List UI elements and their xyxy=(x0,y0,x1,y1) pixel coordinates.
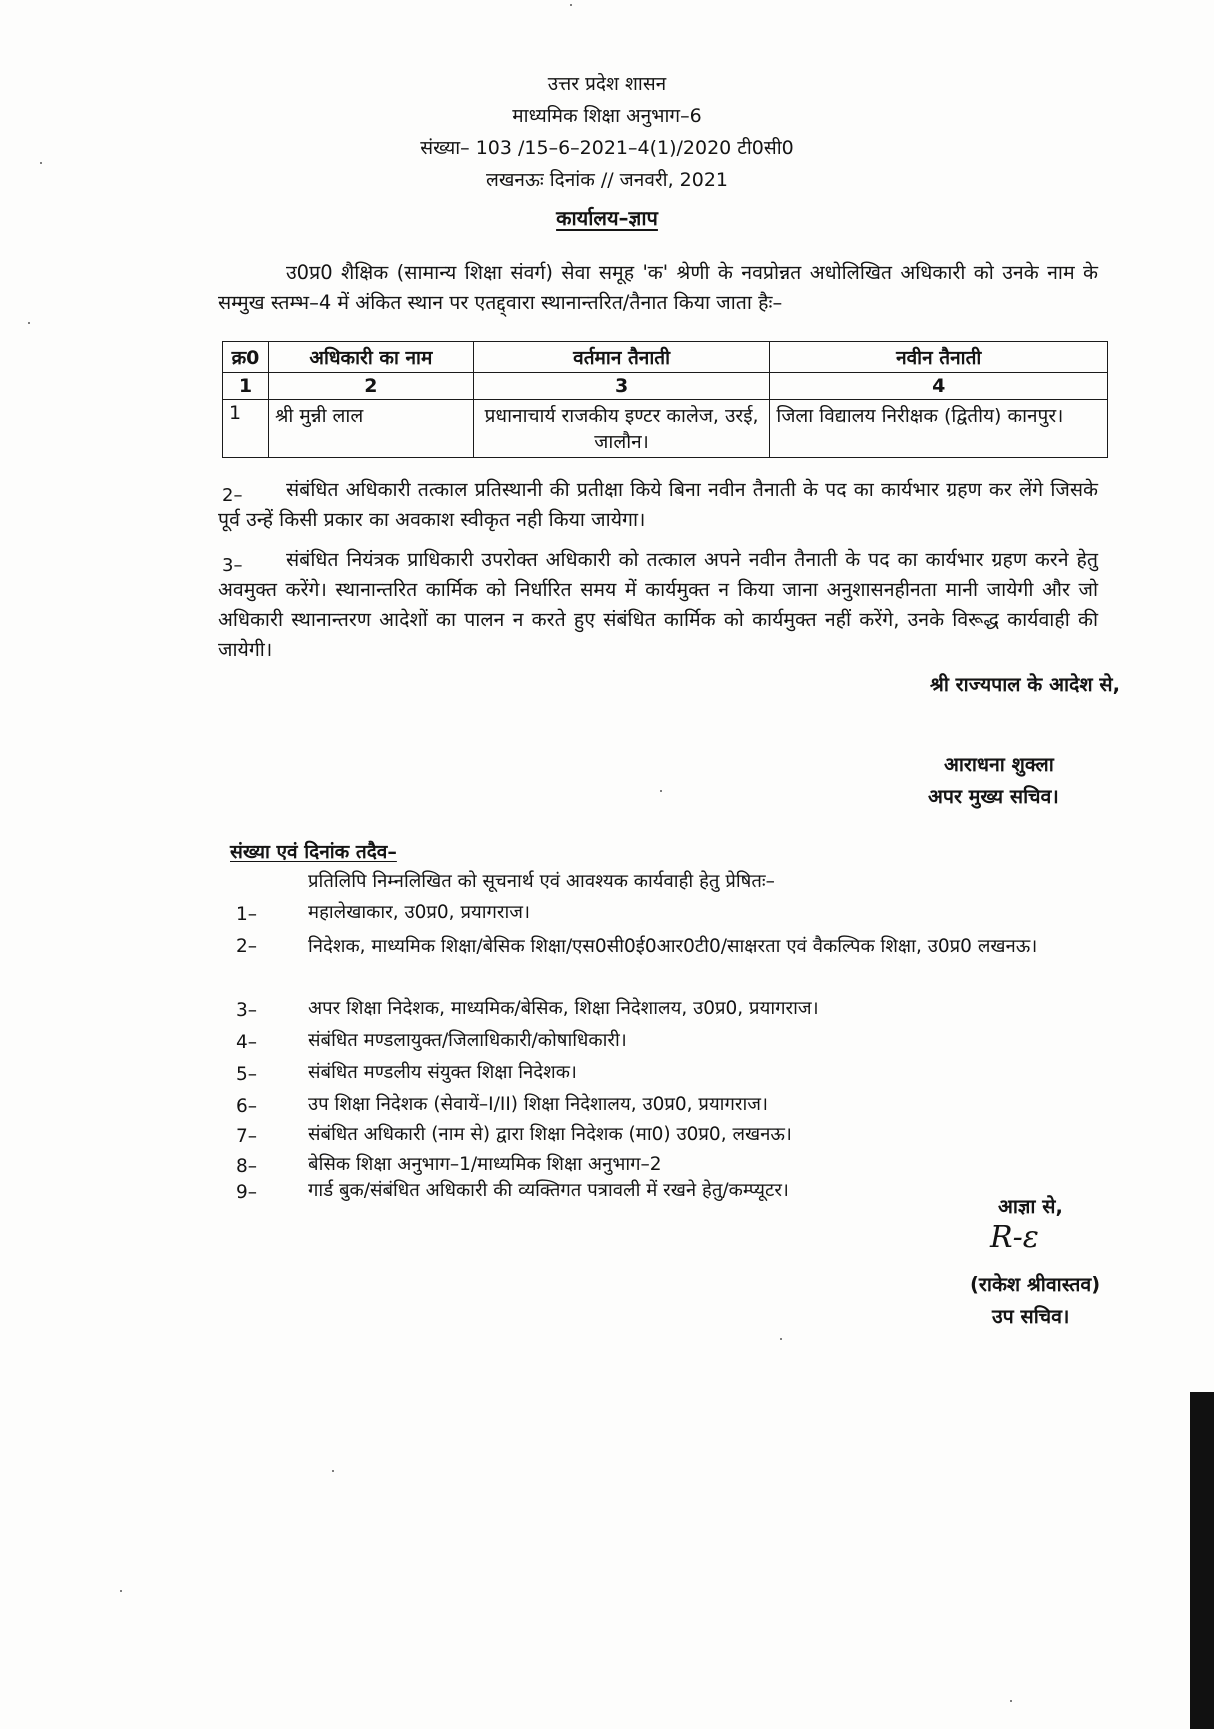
serial-number: 1 xyxy=(223,400,269,458)
scan-speck xyxy=(660,790,662,792)
scan-speck xyxy=(40,162,42,164)
column-number-row xyxy=(223,373,1108,400)
copy-item-text: संबंधित अधिकारी (नाम से) द्वारा शिक्षा निदेशक (मा0) उ0प्र0, लखनऊ। xyxy=(308,1124,792,1145)
column-number: 3 xyxy=(473,373,770,400)
signatory-designation: अपर मुख्य सचिव। xyxy=(928,785,1059,808)
department-name: माध्यमिक शिक्षा अनुभाग–6 xyxy=(512,105,702,127)
paragraph-text: संबंधित नियंत्रक प्राधिकारी उपरोक्त अधिकारी को तत्काल अपने नवीन तैनाती के पद का कार्यभार ग्रहण करने हेतु अवमुक्त करेंगे। स्थानान्तरित कार्मिक को निर्धारित समय में कार्यमुक्त न किया जाना अनुशासनहीनता मानी जायेगी और जो अधिकारी स्थानान्तरण आदेशों का पालन न करते हुए संबंधित कार्मिक को कार्यमुक्त नहीं करेंगे, उनके विरूद्ध कार्यवाही की जायेगी। xyxy=(218,548,1098,661)
intro-paragraph: उ0प्र0 शैक्षिक (सामान्य शिक्षा संवर्ग) सेवा समूह 'क' श्रेणी के नवप्रोन्नत अधोलिखित अधिकारी को उनके नाम के सम्मुख स्तम्भ–4 में अंकित स्थान पर एतद्द्वारा स्थानान्तरित/तैनात किया जाता हैः– xyxy=(218,261,1098,314)
column-number: 1 xyxy=(223,373,269,400)
copy-item-number: 7– xyxy=(236,1126,258,1147)
current-posting: प्रधानाचार्य राजकीय इण्टर कालेज, उरई, जालौन। xyxy=(473,400,770,458)
document-title: कार्यालय–ज्ञाप xyxy=(556,206,658,230)
copy-item-text: महालेखाकार, उ0प्र0, प्रयागराज। xyxy=(308,902,530,923)
reference-number: संख्या– 103 /15–6–2021–4(1)/2020 टी0सी0 xyxy=(420,137,794,159)
column-header: वर्तमान तैनाती xyxy=(473,342,770,373)
copy-heading: संख्या एवं दिनांक तदैव– xyxy=(230,841,397,863)
column-header: अधिकारी का नाम xyxy=(268,342,473,373)
governor-order-line: श्री राज्यपाल के आदेश से, xyxy=(930,673,1120,696)
copy-item-number: 1– xyxy=(236,904,258,925)
copy-item-text: संबंधित मण्डलीय संयुक्त शिक्षा निदेशक। xyxy=(308,1062,577,1083)
copy-item-text: संबंधित मण्डलायुक्त/जिलाधिकारी/कोषाधिकारी। xyxy=(308,1030,627,1051)
scan-speck xyxy=(332,1470,334,1472)
table-header-row xyxy=(223,342,1108,373)
deputy-secretary-designation: उप सचिव। xyxy=(992,1305,1070,1328)
officer-name: श्री मुन्नी लाल xyxy=(268,400,473,458)
copy-item-number: 9– xyxy=(236,1182,258,1203)
copy-intro: प्रतिलिपि निम्नलिखित को सूचनार्थ एवं आवश्यक कार्यवाही हेतु प्रेषितः– xyxy=(308,871,775,892)
scan-speck xyxy=(570,4,572,6)
new-posting: जिला विद्यालय निरीक्षक (द्वितीय) कानपुर। xyxy=(770,400,1108,458)
place-date: लखनऊः दिनांक // जनवरी, 2021 xyxy=(485,169,729,191)
copy-item-number: 5– xyxy=(236,1064,258,1085)
copy-item-number: 8– xyxy=(236,1156,258,1177)
government-name: उत्तर प्रदेश शासन xyxy=(547,73,667,95)
column-header: नवीन तैनाती xyxy=(770,342,1108,373)
copy-item-text: अपर शिक्षा निदेशक, माध्यमिक/बेसिक, शिक्षा निदेशालय, उ0प्र0, प्रयागराज। xyxy=(308,998,819,1019)
paragraph-number: 2– xyxy=(222,485,243,506)
copy-item-text: गार्ड बुक/संबंधित अधिकारी की व्यक्तिगत पत्रावली में रखने हेतु/कम्प्यूटर। xyxy=(308,1180,789,1201)
copy-item-number: 3– xyxy=(236,1000,258,1021)
deputy-secretary-name: (राकेश श्रीवास्तव) xyxy=(970,1273,1101,1296)
scan-speck xyxy=(780,1338,782,1340)
paragraph-text: संबंधित अधिकारी तत्काल प्रतिस्थानी की प्रतीक्षा किये बिना नवीन तैनाती के पद का कार्यभार ग्रहण कर लेंगे जिसके पूर्व उन्हें किसी प्रकार का अवकाश स्वीकृत नही किया जायेगा। xyxy=(218,478,1098,531)
signatory-name: आराधना शुक्ला xyxy=(944,753,1054,776)
copy-item-number: 4– xyxy=(236,1032,258,1053)
transfer-table xyxy=(222,341,1108,458)
copy-item-text: निदेशक, माध्यमिक शिक्षा/बेसिक शिक्षा/एस0सी0ई0आर0टी0/साक्षरता एवं वैकल्पिक शिक्षा, उ0प्र0 लखनऊ। xyxy=(308,936,1038,957)
scan-speck xyxy=(120,1590,122,1592)
copy-item-number: 2– xyxy=(236,936,258,957)
handwritten-signature: R-ε xyxy=(990,1220,1039,1255)
scan-speck xyxy=(28,322,30,324)
scan-speck xyxy=(1010,1700,1012,1702)
copy-item-text: बेसिक शिक्षा अनुभाग–1/माध्यमिक शिक्षा अनुभाग–2 xyxy=(308,1154,662,1175)
column-number: 2 xyxy=(268,373,473,400)
scan-edge-bar xyxy=(1190,1392,1214,1729)
paragraph-number: 3– xyxy=(222,555,243,576)
footer-order-line: आज्ञा से, xyxy=(998,1195,1063,1218)
column-number: 4 xyxy=(770,373,1108,400)
copy-item-text: उप शिक्षा निदेशक (सेवायें–I/II) शिक्षा निदेशालय, उ0प्र0, प्रयागराज। xyxy=(308,1094,768,1115)
copy-item-number: 6– xyxy=(236,1096,258,1117)
column-header: क्र0 xyxy=(223,342,269,373)
table-row xyxy=(223,400,1108,458)
